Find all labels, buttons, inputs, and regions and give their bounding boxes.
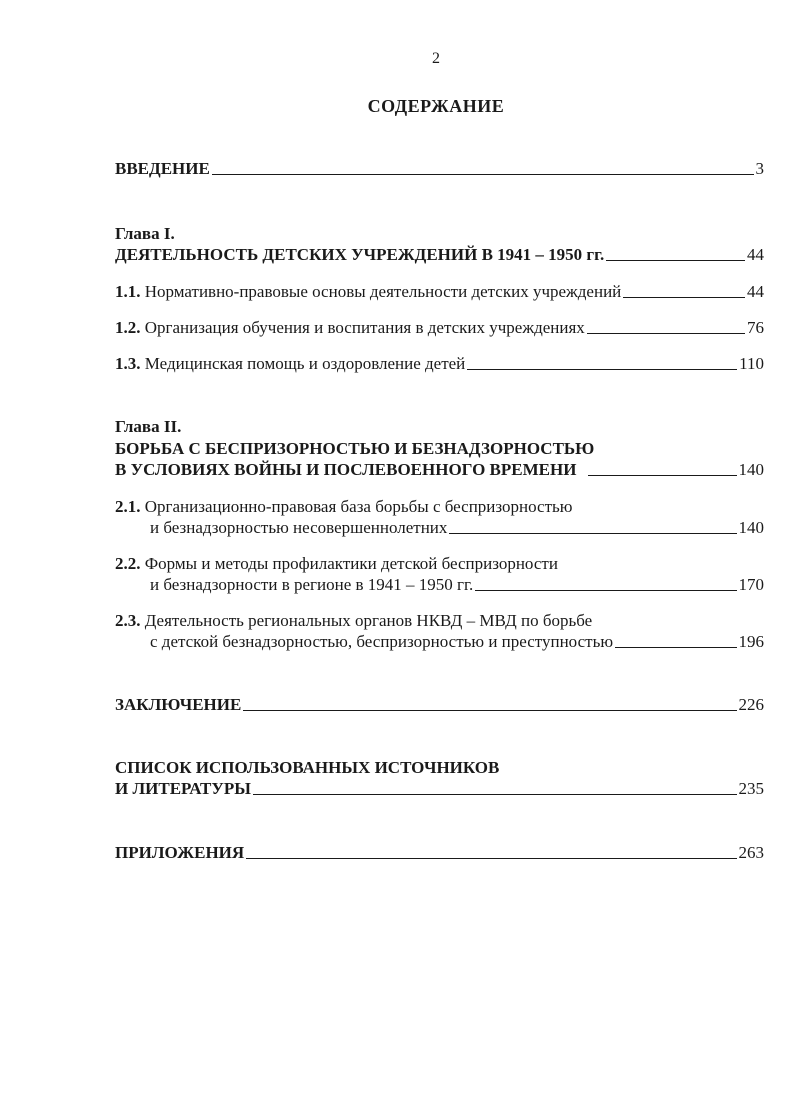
section-text: [115, 353, 465, 375]
section-2-3-line1: [115, 610, 592, 632]
section-number: 1.3.: [115, 354, 141, 373]
section-title: Нормативно-правовые основы деятельности детских учреждений: [144, 282, 622, 301]
toc-entry-sources[interactable]: [115, 778, 764, 800]
section-text: [115, 281, 621, 303]
section-title: Медицинская помощь и оздоровление детей: [144, 354, 466, 373]
chapter1-title: ДЕЯТЕЛЬНОСТЬ ДЕТСКИХ УЧРЕЖДЕНИЙ В 1941 – 1950 гг.: [115, 245, 605, 264]
toc-entry-intro[interactable]: [115, 158, 764, 180]
dot-leader: [467, 369, 737, 370]
sources-title-line2: И ЛИТЕРАТУРЫ: [115, 779, 251, 798]
section-title-cont: и безнадзорности в регионе в 1941 – 1950 гг.: [150, 575, 474, 594]
toc-page-ref: 76: [747, 318, 764, 337]
chapter1-label: Глава I.: [115, 224, 175, 243]
toc-page-ref: 140: [738, 460, 764, 479]
toc-page-ref: 235: [738, 779, 764, 798]
section-title: Организационно-правовая база борьбы с беспризорностью: [144, 497, 573, 516]
toc-entry-appendix[interactable]: [115, 842, 764, 864]
toc-page-ref: 263: [738, 843, 764, 862]
section-number: 2.2.: [115, 554, 141, 573]
section-title-cont: и безнадзорностью несовершеннолетних: [150, 518, 448, 537]
toc-page-ref: 3: [755, 159, 764, 178]
section-2-2-line1: [115, 553, 558, 575]
toc-title: СОДЕРЖАНИЕ: [367, 96, 505, 116]
toc-entry-2-1[interactable]: [150, 517, 764, 539]
dot-leader: [246, 858, 736, 859]
section-title: Формы и методы профилактики детской беспризорности: [144, 554, 558, 573]
dot-leader: [212, 174, 754, 175]
dot-leader: [606, 260, 745, 261]
section-text: [115, 317, 585, 339]
dot-leader: [243, 710, 736, 711]
toc-entry-conclusion[interactable]: [115, 694, 764, 716]
section-title: Деятельность региональных органов НКВД – МВД по борьбе: [144, 611, 593, 630]
dot-leader: [588, 475, 736, 476]
toc-entry-chapter2[interactable]: [115, 459, 764, 481]
toc-entry-1-1[interactable]: [115, 281, 764, 303]
toc-entry-label: ВВЕДЕНИЕ: [115, 159, 210, 178]
dot-leader: [615, 647, 736, 648]
dot-leader: [587, 333, 745, 334]
toc-entry-1-3[interactable]: [115, 353, 764, 375]
toc-page-ref: 44: [747, 245, 764, 264]
page-number: 2: [432, 50, 440, 67]
dot-leader: [449, 533, 736, 534]
section-number: 1.2.: [115, 318, 141, 337]
toc-page-ref: 110: [739, 354, 764, 373]
toc-entry-chapter1[interactable]: [115, 244, 764, 266]
section-number: 1.1.: [115, 282, 141, 301]
dot-leader: [253, 794, 737, 795]
dot-leader: [623, 297, 745, 298]
dot-leader: [475, 590, 736, 591]
toc-page-ref: 196: [738, 632, 764, 651]
chapter2-label: Глава II.: [115, 417, 182, 436]
sources-title-line1: СПИСОК ИСПОЛЬЗОВАННЫХ ИСТОЧНИКОВ: [115, 758, 500, 777]
toc-entry-label: ЗАКЛЮЧЕНИЕ: [115, 695, 242, 714]
section-title: Организация обучения и воспитания в детских учреждениях: [144, 318, 585, 337]
toc-entry-2-2[interactable]: [150, 574, 764, 596]
section-title-cont: с детской безнадзорностью, беспризорностью и преступностью: [150, 632, 614, 651]
section-number: 2.1.: [115, 497, 141, 516]
toc-entry-label: ПРИЛОЖЕНИЯ: [115, 843, 245, 862]
toc-page-ref: 170: [738, 575, 764, 594]
chapter2-title-line1: БОРЬБА С БЕСПРИЗОРНОСТЬЮ И БЕЗНАДЗОРНОСТЬЮ: [115, 439, 595, 458]
section-number: 2.3.: [115, 611, 141, 630]
toc-page-ref: 140: [738, 518, 764, 537]
toc-page-ref: 44: [747, 282, 764, 301]
toc-page-ref: 226: [738, 695, 764, 714]
chapter2-title-line2: В УСЛОВИЯХ ВОЙНЫ И ПОСЛЕВОЕННОГО ВРЕМЕНИ: [115, 460, 577, 479]
section-2-1-line1: [115, 496, 572, 518]
toc-entry-1-2[interactable]: [115, 317, 764, 339]
toc-entry-2-3[interactable]: [150, 631, 764, 653]
